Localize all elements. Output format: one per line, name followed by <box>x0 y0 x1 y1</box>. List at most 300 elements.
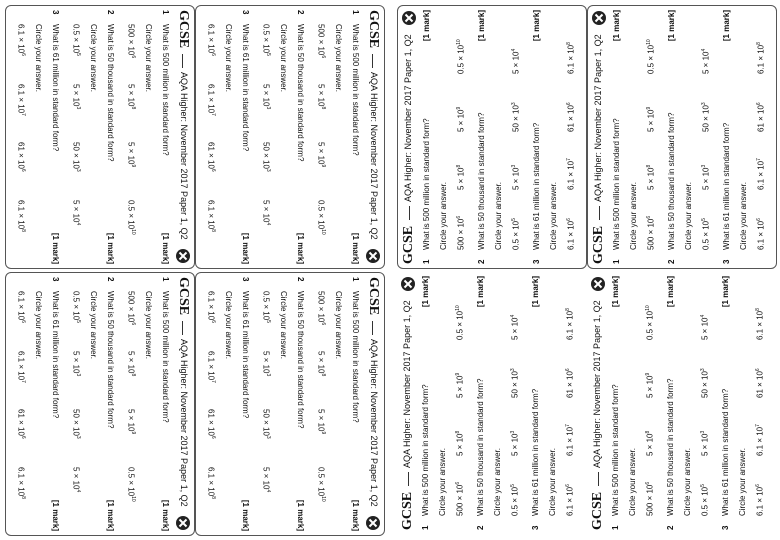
option-exponent: 7 <box>565 424 571 427</box>
option-mantissa: 6.1 × 10 <box>16 291 26 321</box>
option-exponent: 8 <box>456 164 462 168</box>
question-text: What is 61 million in standard form? <box>721 388 730 516</box>
dx-logo-icon <box>591 10 607 26</box>
option-exponent: 6 <box>646 215 652 219</box>
option-mantissa: 5 × 10 <box>646 109 656 132</box>
answer-option[interactable] <box>510 484 520 516</box>
answer-option[interactable] <box>126 200 136 235</box>
circle-instruction: Circle your answer. <box>438 447 447 516</box>
question-text: What is 500 million in standard form? <box>421 384 430 516</box>
answer-option[interactable] <box>206 351 216 383</box>
option-exponent: 4 <box>75 222 81 226</box>
card-header <box>400 276 416 530</box>
option-mantissa: 0.5 × 10 <box>261 291 271 321</box>
answer-option[interactable] <box>126 467 136 502</box>
answer-option[interactable] <box>510 315 520 340</box>
answer-option[interactable] <box>316 351 326 376</box>
option-exponent: 10 <box>455 305 461 311</box>
option-mantissa: 500 × 10 <box>316 24 326 56</box>
answer-option[interactable] <box>316 24 326 58</box>
circle-instruction: Circle your answer. <box>548 447 557 516</box>
option-mantissa: 5 × 10 <box>511 167 521 190</box>
option-mantissa: 500 × 10 <box>646 218 656 250</box>
answer-option[interactable] <box>511 49 521 74</box>
answer-option[interactable] <box>701 218 711 250</box>
option-mantissa: 5 × 10 <box>700 317 710 340</box>
option-mantissa: 50 × 10 <box>71 142 81 169</box>
option-exponent: 8 <box>130 106 136 110</box>
question-text: What is 61 million in standard form? <box>531 388 540 516</box>
answer-option[interactable] <box>700 368 710 398</box>
option-mantissa: 5 × 10 <box>71 200 81 223</box>
answer-options <box>125 291 136 531</box>
answer-option[interactable] <box>316 467 326 502</box>
option-exponent: 8 <box>645 430 651 434</box>
answer-options <box>315 291 326 531</box>
option-mantissa: 6.1 × 10 <box>755 426 765 456</box>
answer-option[interactable] <box>756 42 766 74</box>
question-number: 1 <box>161 10 170 15</box>
question-row <box>721 276 732 530</box>
answer-option[interactable] <box>456 39 466 74</box>
question-text: What is 61 million in standard form? <box>51 291 60 419</box>
option-exponent: 3 <box>701 102 707 106</box>
mark-label: [1 mark] <box>161 232 170 264</box>
option-mantissa: 5 × 10 <box>126 84 136 107</box>
option-mantissa: 6.1 × 10 <box>206 467 216 497</box>
card-header <box>590 276 606 530</box>
mark-label: [1 mark] <box>532 10 541 42</box>
card-content <box>196 6 384 268</box>
question-row <box>49 277 60 531</box>
option-exponent: 6 <box>20 320 26 323</box>
question-card <box>5 5 195 269</box>
gcse-logo: GCSE <box>176 10 191 49</box>
header-rule <box>182 321 183 335</box>
question-number: 3 <box>722 259 731 264</box>
option-exponent: 6 <box>20 435 26 439</box>
answer-option[interactable] <box>16 409 26 439</box>
circle-instruction: Circle your answer. <box>89 24 98 93</box>
option-exponent: 6 <box>755 368 761 372</box>
option-mantissa: 6.1 × 10 <box>206 84 216 114</box>
option-exponent: 4 <box>700 314 706 318</box>
answer-option[interactable] <box>71 291 81 323</box>
answer-option[interactable] <box>206 142 216 172</box>
answer-option[interactable] <box>316 291 326 325</box>
card-content <box>397 272 585 534</box>
option-exponent: 9 <box>456 106 462 110</box>
answer-option[interactable] <box>566 102 576 132</box>
answer-option[interactable] <box>126 351 136 376</box>
answer-option[interactable] <box>316 84 326 109</box>
option-mantissa: 61 × 10 <box>566 105 576 132</box>
answer-options <box>456 10 467 250</box>
option-mantissa: 61 × 10 <box>565 371 575 398</box>
answer-option[interactable] <box>261 200 271 225</box>
answer-option[interactable] <box>700 315 710 340</box>
answer-options <box>511 10 522 250</box>
option-mantissa: 5 × 10 <box>316 84 326 107</box>
option-exponent: 3 <box>75 168 81 172</box>
circle-instruction: Circle your answer. <box>628 447 637 516</box>
question-text: What is 500 million in standard form? <box>351 291 360 423</box>
option-mantissa: 50 × 10 <box>261 142 271 169</box>
option-exponent: 5 <box>511 218 517 221</box>
option-exponent: 10 <box>320 496 326 502</box>
answer-option[interactable] <box>756 158 766 190</box>
answer-option[interactable] <box>16 24 26 56</box>
circle-instruction: Circle your answer. <box>493 447 502 516</box>
answer-option[interactable] <box>646 107 656 132</box>
gcse-logo: GCSE <box>401 225 416 264</box>
option-mantissa: 6.1 × 10 <box>16 84 26 114</box>
option-exponent: 9 <box>320 164 326 168</box>
answer-option[interactable] <box>700 431 710 456</box>
card-header <box>175 10 191 264</box>
card-content <box>6 273 194 535</box>
option-mantissa: 5 × 10 <box>316 351 326 374</box>
option-mantissa: 500 × 10 <box>126 291 136 323</box>
answer-option[interactable] <box>756 102 766 132</box>
circle-instruction: Circle your answer. <box>279 291 288 360</box>
answer-option[interactable] <box>261 24 271 56</box>
answer-option[interactable] <box>701 49 711 74</box>
answer-options <box>260 291 271 531</box>
answer-option[interactable] <box>511 218 521 250</box>
answer-option[interactable] <box>645 373 655 398</box>
answer-options <box>755 276 766 516</box>
question-number: 3 <box>241 10 250 15</box>
mark-label: [1 mark] <box>422 10 431 42</box>
question-row <box>239 10 250 264</box>
mark-label: [1 mark] <box>351 499 360 531</box>
option-mantissa: 5 × 10 <box>261 351 271 374</box>
option-mantissa: 5 × 10 <box>510 433 520 456</box>
mark-label: [1 mark] <box>241 232 250 264</box>
question-text: What is 500 million in standard form? <box>161 291 170 423</box>
option-exponent: 3 <box>265 106 271 110</box>
option-mantissa: 5 × 10 <box>645 433 655 456</box>
option-mantissa: 0.5 × 10 <box>456 44 466 74</box>
option-mantissa: 50 × 10 <box>511 105 521 132</box>
question-row <box>611 276 622 530</box>
answer-option[interactable] <box>206 24 216 56</box>
answer-option[interactable] <box>755 368 765 398</box>
answer-option[interactable] <box>16 351 26 383</box>
option-mantissa: 5 × 10 <box>646 167 656 190</box>
option-mantissa: 61 × 10 <box>756 105 766 132</box>
option-mantissa: 0.5 × 10 <box>126 467 136 497</box>
question-number: 2 <box>476 525 485 530</box>
answer-option[interactable] <box>645 431 655 456</box>
question-row <box>532 10 543 264</box>
question-number: 3 <box>721 525 730 530</box>
answer-option[interactable] <box>455 431 465 456</box>
option-mantissa: 5 × 10 <box>701 167 711 190</box>
answer-option[interactable] <box>261 351 271 376</box>
answer-option[interactable] <box>126 142 136 167</box>
option-mantissa: 5 × 10 <box>71 351 81 374</box>
option-mantissa: 6.1 × 10 <box>566 160 576 190</box>
circle-instruction: Circle your answer. <box>144 291 153 360</box>
option-mantissa: 5 × 10 <box>455 433 465 456</box>
option-exponent: 7 <box>210 380 216 383</box>
circle-instruction: Circle your answer. <box>89 291 98 360</box>
option-mantissa: 6.1 × 10 <box>206 351 216 381</box>
circle-instruction: Circle your answer. <box>494 181 503 250</box>
gcse-logo: GCSE <box>366 277 381 316</box>
answer-option[interactable] <box>316 409 326 434</box>
question-card <box>587 5 777 269</box>
option-mantissa: 0.5 × 10 <box>71 291 81 321</box>
answer-option[interactable] <box>16 291 26 323</box>
answer-option[interactable] <box>71 409 81 439</box>
option-mantissa: 6.1 × 10 <box>756 160 766 190</box>
answer-options <box>645 276 656 516</box>
answer-option[interactable] <box>71 351 81 376</box>
option-mantissa: 0.5 × 10 <box>71 24 81 54</box>
answer-option[interactable] <box>565 424 575 456</box>
option-mantissa: 5 × 10 <box>126 351 136 374</box>
answer-option[interactable] <box>755 424 765 456</box>
answer-option[interactable] <box>455 305 465 340</box>
answer-option[interactable] <box>261 142 271 172</box>
header-rule <box>409 206 410 220</box>
answer-option[interactable] <box>126 291 136 325</box>
option-mantissa: 6.1 × 10 <box>16 351 26 381</box>
answer-option[interactable] <box>71 24 81 56</box>
option-exponent: 7 <box>756 158 762 161</box>
answer-option[interactable] <box>206 200 216 232</box>
option-mantissa: 5 × 10 <box>316 409 326 432</box>
option-mantissa: 5 × 10 <box>510 317 520 340</box>
option-exponent: 6 <box>130 322 136 326</box>
answer-option[interactable] <box>316 142 326 167</box>
question-row <box>104 277 115 531</box>
option-mantissa: 6.1 × 10 <box>16 24 26 54</box>
mark-label: [1 mark] <box>351 232 360 264</box>
answer-option[interactable] <box>16 84 26 116</box>
answer-option[interactable] <box>565 368 575 398</box>
answer-option[interactable] <box>126 409 136 434</box>
answer-options <box>700 276 711 516</box>
mark-label: [1 mark] <box>51 232 60 264</box>
option-mantissa: 6.1 × 10 <box>206 291 216 321</box>
answer-option[interactable] <box>755 484 765 516</box>
option-mantissa: 0.5 × 10 <box>510 486 520 516</box>
option-exponent: 7 <box>20 380 26 383</box>
option-exponent: 6 <box>566 102 572 106</box>
option-exponent: 3 <box>75 435 81 439</box>
answer-option[interactable] <box>756 218 766 250</box>
answer-option[interactable] <box>16 142 26 172</box>
option-mantissa: 50 × 10 <box>261 409 271 436</box>
answer-option[interactable] <box>206 467 216 499</box>
answer-option[interactable] <box>206 409 216 439</box>
header-rule <box>599 206 600 220</box>
option-exponent: 6 <box>645 481 651 485</box>
answer-option[interactable] <box>645 482 655 516</box>
option-exponent: 6 <box>210 168 216 172</box>
option-mantissa: 0.5 × 10 <box>700 486 710 516</box>
answer-option[interactable] <box>511 102 521 132</box>
answer-option[interactable] <box>701 165 711 190</box>
dx-logo-icon <box>365 515 381 531</box>
answer-option[interactable] <box>700 484 710 516</box>
answer-option[interactable] <box>565 484 575 516</box>
option-mantissa: 50 × 10 <box>701 105 711 132</box>
question-row <box>667 10 678 264</box>
option-exponent: 5 <box>75 53 81 56</box>
question-text: What is 500 million in standard form? <box>611 384 620 516</box>
option-exponent: 3 <box>510 368 516 372</box>
card-header <box>401 10 417 264</box>
answer-option[interactable] <box>701 102 711 132</box>
answer-option[interactable] <box>71 200 81 225</box>
option-exponent: 4 <box>265 222 271 226</box>
question-card <box>397 272 585 534</box>
answer-option[interactable] <box>261 291 271 323</box>
option-mantissa: 6.1 × 10 <box>206 24 216 54</box>
option-mantissa: 0.5 × 10 <box>645 310 655 340</box>
option-mantissa: 50 × 10 <box>510 371 520 398</box>
answer-option[interactable] <box>16 200 26 232</box>
answer-option[interactable] <box>646 165 656 190</box>
answer-option[interactable] <box>206 291 216 323</box>
option-exponent: 8 <box>130 373 136 377</box>
answer-option[interactable] <box>510 368 520 398</box>
question-row <box>666 276 677 530</box>
paper-title: AQA Higher: November 2017 Paper 1, Q2 <box>369 339 379 507</box>
answer-option[interactable] <box>456 107 466 132</box>
answer-option[interactable] <box>566 218 576 250</box>
answer-option[interactable] <box>646 216 656 250</box>
answer-option[interactable] <box>510 431 520 456</box>
option-exponent: 5 <box>701 218 707 221</box>
option-exponent: 7 <box>210 113 216 116</box>
answer-options <box>70 24 81 264</box>
option-mantissa: 6.1 × 10 <box>565 486 575 516</box>
option-exponent: 5 <box>75 320 81 323</box>
answer-option[interactable] <box>566 158 576 190</box>
option-exponent: 7 <box>20 113 26 116</box>
option-exponent: 6 <box>756 102 762 106</box>
option-exponent: 7 <box>755 424 761 427</box>
mark-label: [1 mark] <box>106 232 115 264</box>
option-mantissa: 0.5 × 10 <box>646 44 656 74</box>
paper-title: AQA Higher: November 2017 Paper 1, Q2 <box>369 72 379 240</box>
option-exponent: 9 <box>130 164 136 168</box>
answer-option[interactable] <box>71 142 81 172</box>
question-text: What is 50 thousand in standard form? <box>296 24 305 162</box>
question-text: What is 500 million in standard form? <box>351 24 360 156</box>
answer-option[interactable] <box>206 84 216 116</box>
answer-options <box>756 10 767 250</box>
option-mantissa: 5 × 10 <box>261 467 271 490</box>
circle-instruction: Circle your answer. <box>144 24 153 93</box>
question-row <box>476 276 487 530</box>
answer-option[interactable] <box>455 373 465 398</box>
option-exponent: 6 <box>210 320 216 323</box>
answer-option[interactable] <box>126 24 136 58</box>
gcse-logo: GCSE <box>366 10 381 49</box>
option-exponent: 8 <box>565 308 571 311</box>
answer-option[interactable] <box>755 308 765 340</box>
option-exponent: 6 <box>20 168 26 172</box>
option-exponent: 10 <box>320 229 326 235</box>
answer-options <box>510 276 521 516</box>
question-text: What is 50 thousand in standard form? <box>477 112 486 250</box>
option-exponent: 5 <box>265 53 271 56</box>
card-header <box>365 277 381 531</box>
answer-option[interactable] <box>511 165 521 190</box>
option-exponent: 6 <box>320 55 326 59</box>
answer-option[interactable] <box>71 84 81 109</box>
answer-option[interactable] <box>261 84 271 109</box>
answer-options <box>455 276 466 516</box>
option-exponent: 3 <box>700 430 706 434</box>
circle-instruction: Circle your answer. <box>334 291 343 360</box>
answer-option[interactable] <box>565 308 575 340</box>
header-rule <box>372 54 373 68</box>
question-row <box>422 10 433 264</box>
option-mantissa: 0.5 × 10 <box>511 220 521 250</box>
answer-option[interactable] <box>261 467 271 492</box>
question-text: What is 50 thousand in standard form? <box>296 291 305 429</box>
option-exponent: 3 <box>75 373 81 377</box>
question-row <box>722 10 733 264</box>
question-text: What is 50 thousand in standard form? <box>666 378 675 516</box>
option-mantissa: 5 × 10 <box>71 467 81 490</box>
option-exponent: 6 <box>565 484 571 487</box>
answer-options <box>646 10 657 250</box>
answer-options <box>565 276 576 516</box>
circle-instruction: Circle your answer. <box>334 24 343 93</box>
question-text: What is 500 million in standard form? <box>422 118 431 250</box>
question-number: 2 <box>296 10 305 15</box>
answer-option[interactable] <box>71 467 81 492</box>
option-exponent: 6 <box>455 481 461 485</box>
question-number: 1 <box>351 10 360 15</box>
option-exponent: 10 <box>645 305 651 311</box>
answer-option[interactable] <box>316 200 326 235</box>
mark-label: [1 mark] <box>721 276 730 308</box>
option-exponent: 6 <box>565 368 571 372</box>
question-text: What is 500 million in standard form? <box>161 24 170 156</box>
question-row <box>477 10 488 264</box>
answer-option[interactable] <box>456 165 466 190</box>
answer-option[interactable] <box>456 216 466 250</box>
answer-option[interactable] <box>566 42 576 74</box>
gcse-logo: GCSE <box>590 491 605 530</box>
answer-option[interactable] <box>261 409 271 439</box>
header-rule <box>182 54 183 68</box>
answer-option[interactable] <box>126 84 136 109</box>
answer-option[interactable] <box>16 467 26 499</box>
option-exponent: 9 <box>645 372 651 376</box>
option-mantissa: 6.1 × 10 <box>565 426 575 456</box>
option-mantissa: 5 × 10 <box>645 375 655 398</box>
answer-option[interactable] <box>646 39 656 74</box>
dx-logo-icon <box>590 276 606 292</box>
question-number: 3 <box>531 525 540 530</box>
answer-option[interactable] <box>645 305 655 340</box>
question-row <box>612 10 623 264</box>
option-mantissa: 5 × 10 <box>456 167 466 190</box>
answer-option[interactable] <box>455 482 465 516</box>
answer-options <box>125 24 136 264</box>
